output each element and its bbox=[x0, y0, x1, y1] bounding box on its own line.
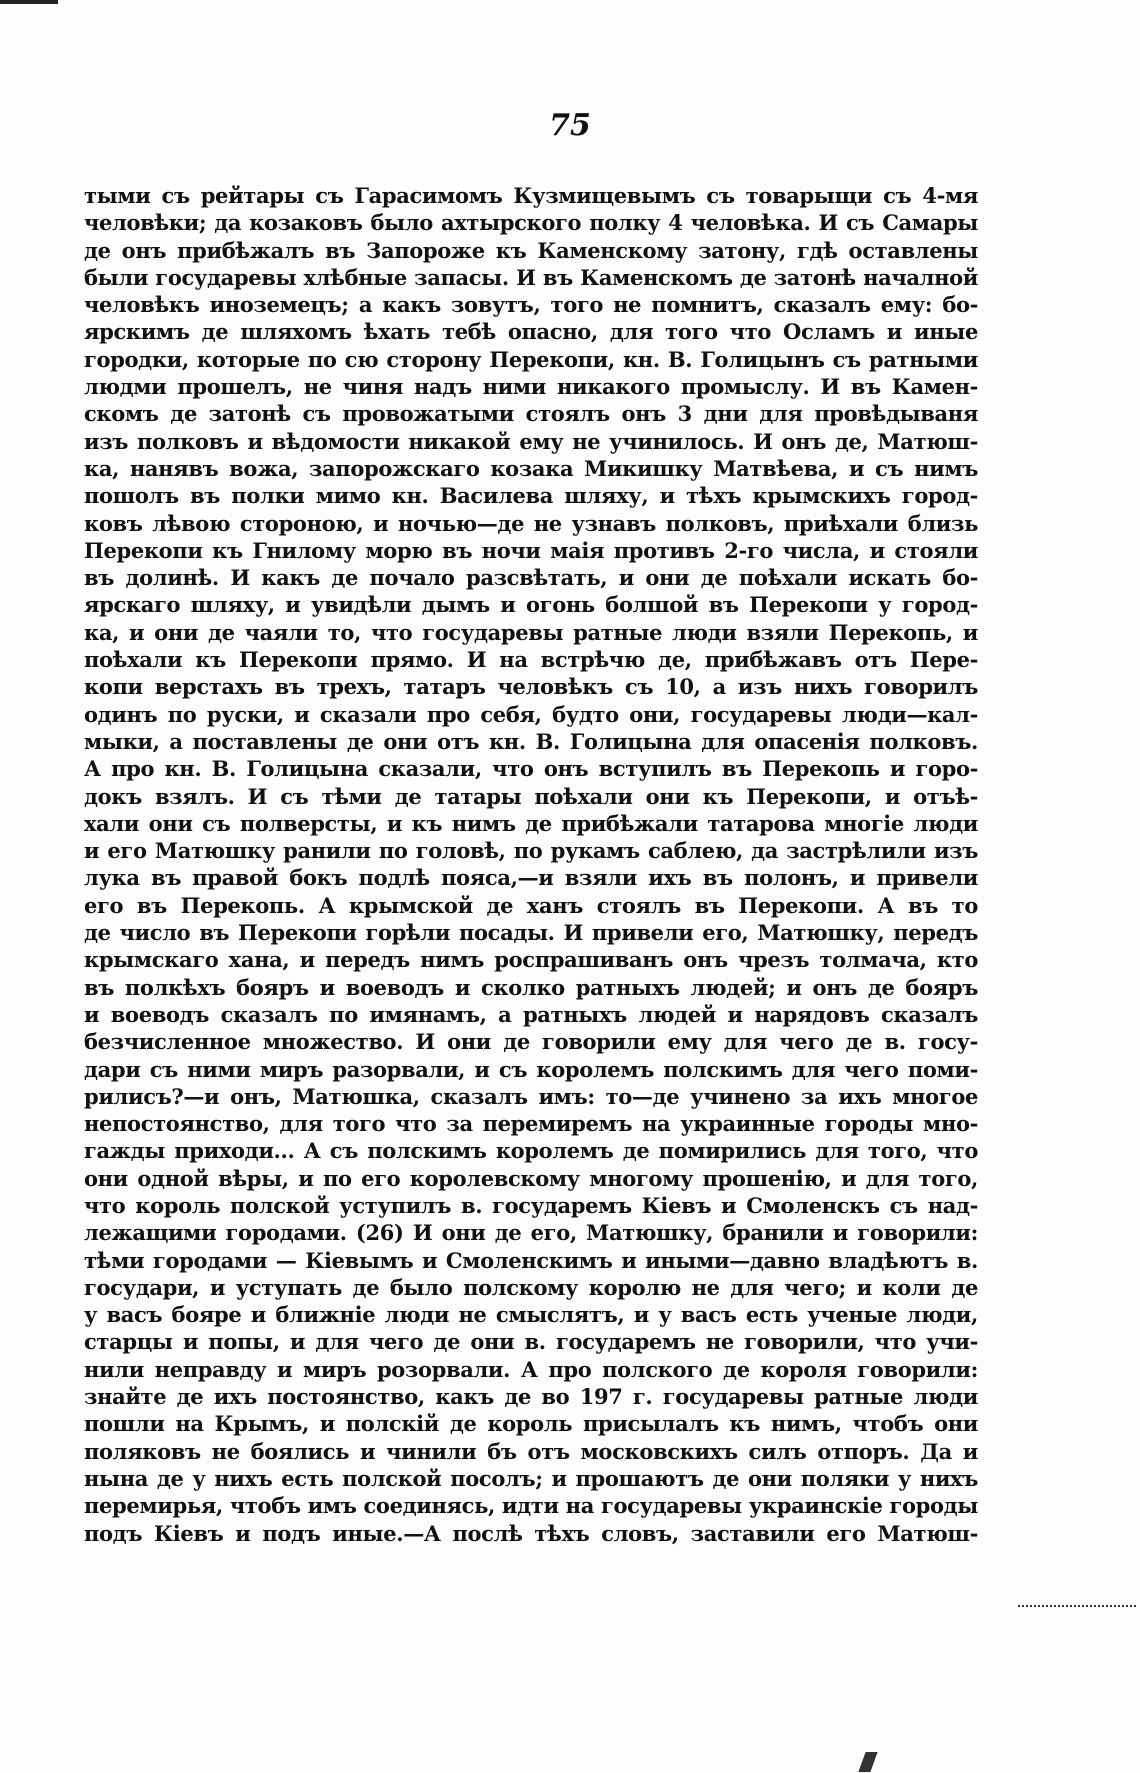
text-line: старцы и попы, и для чего де они в. государемъ не говорили, что учи- bbox=[84, 1329, 978, 1355]
text-line: его въ Перекопь. А крымской де ханъ стоялъ въ Перекопи. А въ то bbox=[84, 892, 978, 918]
text-line: скомъ де затонѣ съ провожатыми стоялъ онъ 3 дни для провѣдываня bbox=[84, 401, 978, 427]
text-line: у васъ бояре и ближніе люди не смыслятъ, и у васъ есть ученые люди, bbox=[84, 1302, 978, 1328]
text-line: нили неправду и миръ розорвали. А про полского де короля говорили: bbox=[84, 1356, 978, 1382]
text-line: непостоянство, для того что за перемиремъ на украинные городы мно- bbox=[84, 1111, 978, 1137]
text-line: мыки, а поставлены де они отъ кн. В. Голицына для опасенія полковъ. bbox=[84, 728, 978, 754]
text-line: въ долинѣ. И какъ де почало разсвѣтать, и они де поѣхали искать бо- bbox=[84, 565, 978, 591]
text-line: тѣми городами — Кіевымъ и Смоленскимъ и иными—давно владѣютъ в. bbox=[84, 1247, 978, 1273]
text-line: и его Матюшку ранили по головѣ, по рукамъ саблею, да застрѣлили изъ bbox=[84, 838, 978, 864]
text-line: знайте де ихъ постоянство, какъ де во 197 г. государевы ратные люди bbox=[84, 1384, 978, 1410]
text-line: городки, которые по сю сторону Перекопи, кн. В. Голицынъ съ ратными bbox=[84, 346, 978, 372]
text-line: де онъ прибѣжалъ въ Запороже къ Каменскому затону, гдѣ оставлены bbox=[84, 237, 978, 263]
text-line: гажды приходи... А съ полскимъ королемъ де помирились для того, что bbox=[84, 1138, 978, 1164]
text-line: были государевы хлѣбные запасы. И въ Каменскомъ де затонѣ началной bbox=[84, 264, 978, 290]
text-line: поѣхали къ Перекопи прямо. И на встрѣчю де, прибѣжавъ отъ Пере- bbox=[84, 647, 978, 673]
text-line: А про кн. В. Голицына сказали, что онъ вступилъ въ Перекопь и горо- bbox=[84, 756, 978, 782]
text-line: пошолъ въ полки мимо кн. Василева шляху, и тѣхъ крымскихъ город- bbox=[84, 483, 978, 509]
text-line: крымскаго хана, и передъ нимъ роспрашиванъ онъ чрезъ толмача, кто bbox=[84, 947, 978, 973]
text-line: докъ взялъ. И съ тѣми де татары поѣхали они къ Перекопи, и отъѣ- bbox=[84, 783, 978, 809]
text-line: человѣкъ иноземецъ; а какъ зовутъ, того не помнитъ, сказалъ ему: бо- bbox=[84, 292, 978, 318]
text-line: лежащими городами. (26) И они де его, Матюшку, бранили и говорили: bbox=[84, 1220, 978, 1246]
text-line: одинъ по руски, и сказали про себя, будто они, государевы люди—кал- bbox=[84, 701, 978, 727]
text-line: нына де у нихъ есть полской посолъ; и прошаютъ де они поляки у нихъ bbox=[84, 1465, 978, 1491]
text-line: де число въ Перекопи горѣли посады. И привели его, Матюшку, передъ bbox=[84, 920, 978, 946]
text-line: ка, и они де чаяли то, что государевы ратные люди взяли Перекопь, и bbox=[84, 619, 978, 645]
text-line: хали они съ полверсты, и къ нимъ де прибѣжали татарова многіе люди bbox=[84, 810, 978, 836]
text-line: безчисленное множество. И они де говорили ему для чего де в. госу- bbox=[84, 1029, 978, 1055]
text-line: они одной вѣры, и по его королевскому многому прошенію, и для того, bbox=[84, 1165, 978, 1191]
text-line: Перекопи къ Гнилому морю въ ночи маія противъ 2-го числа, и стояли bbox=[84, 537, 978, 563]
text-line: тыми съ рейтары съ Гарасимомъ Кузмищевымъ съ товарыщи съ 4-мя bbox=[84, 183, 978, 208]
text-line: государи, и уступать де было полскому королю не для чего; и коли де bbox=[84, 1274, 978, 1300]
scan-corner-mark bbox=[0, 0, 58, 4]
text-line: подъ Кіевъ и подъ иные.—А послѣ тѣхъ словъ, заставили его Матюш- bbox=[84, 1520, 978, 1546]
text-line: людми прошелъ, не чиня надъ ними никакого промыслу. И въ Камен- bbox=[84, 374, 978, 400]
text-line: лука въ правой бокъ подлѣ пояса,—и взяли ихъ въ полонъ, и привели bbox=[84, 865, 978, 891]
text-line: перемирья, чтобъ имъ соединясь, идти на государевы украинскіе городы bbox=[84, 1493, 978, 1519]
text-line: изъ полковъ и вѣдомости никакой ему не учинилось. И онъ де, Матюш- bbox=[84, 428, 978, 454]
text-line: дари съ ними миръ разорвали, и съ королемъ полскимъ для чего поми- bbox=[84, 1056, 978, 1082]
text-line: въ полкѣхъ бояръ и воеводъ и сколко ратныхъ людей; и онъ де бояръ bbox=[84, 974, 978, 1000]
text-line: ярскаго шляху, и увидѣли дымъ и огонь болшой въ Перекопи у город- bbox=[84, 592, 978, 618]
text-line: пошли на Крымъ, и полскій де король присылалъ къ нимъ, чтобъ они bbox=[84, 1411, 978, 1437]
scan-bottom-mark bbox=[858, 1752, 877, 1772]
text-line: рилисъ?—и онъ, Матюшка, сказалъ имъ: то—де учинено за ихъ многое bbox=[84, 1083, 978, 1109]
text-line: поляковъ не боялись и чинили бъ отъ московскихъ силъ отпоръ. Да и bbox=[84, 1438, 978, 1464]
text-line: копи верстахъ въ трехъ, татаръ человѣкъ съ 10, а изъ нихъ говорилъ bbox=[84, 674, 978, 700]
text-line: ковъ лѣвою стороною, и ночью—де не узнавъ полковъ, приѣхали близь bbox=[84, 510, 978, 536]
text-line: ка, нанявъ вожа, запорожскаго козака Микишку Матвѣева, и съ нимъ bbox=[84, 455, 978, 481]
page-number: 75 bbox=[549, 108, 591, 143]
scan-margin-mark bbox=[1018, 1597, 1136, 1607]
text-line: что король полской уступилъ в. государемъ Кіевъ и Смоленскъ съ над- bbox=[84, 1192, 978, 1218]
text-line: и воеводъ сказалъ по имянамъ, а ратныхъ людей и нарядовъ сказалъ bbox=[84, 1001, 978, 1027]
text-line: ярскимъ де шляхомъ ѣхать тебѣ опасно, для того что Осламъ и иные bbox=[84, 319, 978, 345]
body-text bbox=[84, 182, 978, 1547]
text-line: человѣки; да козаковъ было ахтырского полку 4 человѣка. И съ Самары bbox=[84, 210, 978, 236]
